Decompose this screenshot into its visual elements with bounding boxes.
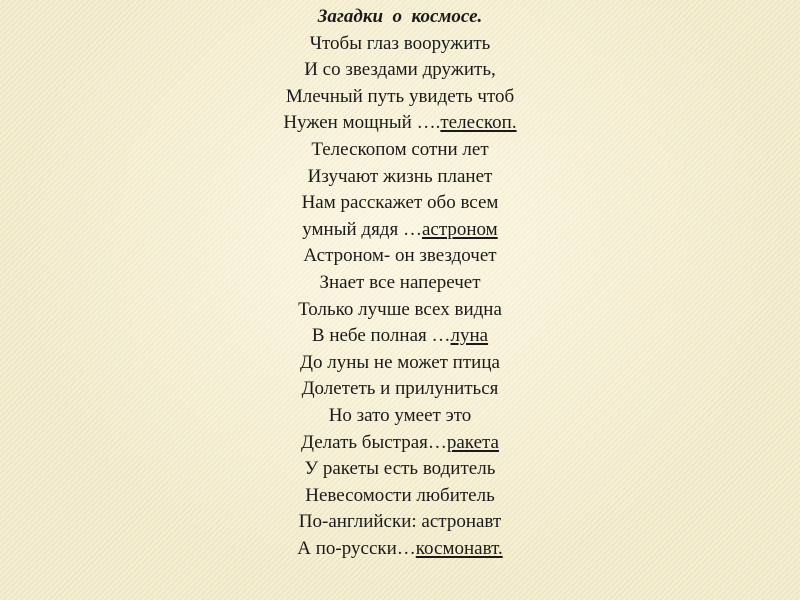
poem-line bbox=[0, 350, 800, 377]
poem-line bbox=[0, 323, 800, 350]
poem-line bbox=[0, 243, 800, 270]
riddle-answer: ракета bbox=[446, 431, 499, 453]
line-text: Изучают жизнь планет bbox=[307, 165, 493, 187]
poem-line bbox=[0, 376, 800, 403]
line-text: Делать быстрая… bbox=[301, 431, 447, 453]
poem-line bbox=[0, 483, 800, 510]
line-text: Но зато умеет это bbox=[328, 404, 472, 426]
poem-line bbox=[0, 31, 800, 58]
poem-line bbox=[0, 456, 800, 483]
poem-line bbox=[0, 536, 800, 563]
poem-line bbox=[0, 57, 800, 84]
line-text: Астроном- он звездочет bbox=[303, 245, 497, 267]
poem-line bbox=[0, 190, 800, 217]
line-text: В небе полная … bbox=[311, 325, 451, 347]
line-text: Нам расскажет обо всем bbox=[301, 192, 499, 214]
riddle-poem bbox=[0, 4, 800, 562]
line-text: умный дядя … bbox=[302, 218, 422, 240]
slide-title: Загадки о космосе. bbox=[317, 6, 483, 27]
line-text: По-английски: астронавт bbox=[298, 511, 502, 533]
riddle-answer: астроном bbox=[421, 218, 498, 240]
poem-line bbox=[0, 430, 800, 457]
line-text: Чтобы глаз вооружить bbox=[309, 32, 491, 54]
poem-line bbox=[0, 110, 800, 137]
riddle-answer: луна bbox=[450, 325, 489, 347]
poem-line bbox=[0, 509, 800, 536]
line-text: Только лучше всех видна bbox=[298, 298, 502, 320]
line-text: Нужен мощный …. bbox=[283, 112, 441, 134]
riddle-answer: телескоп. bbox=[440, 112, 517, 134]
poem-line bbox=[0, 217, 800, 244]
riddle-answer: космонавт. bbox=[415, 537, 503, 559]
line-text: Млечный путь увидеть чтоб bbox=[285, 85, 515, 107]
line-text: До луны не может птица bbox=[300, 351, 500, 373]
line-text: А по-русски… bbox=[297, 537, 416, 559]
line-text: Невесомости любитель bbox=[305, 484, 495, 506]
line-text: Телескопом сотни лет bbox=[311, 138, 489, 160]
line-text: Долететь и прилуниться bbox=[301, 378, 499, 400]
poem-line bbox=[0, 164, 800, 191]
poem-line bbox=[0, 270, 800, 297]
line-text: У ракеты есть водитель bbox=[304, 458, 496, 480]
line-text: И со звездами дружить, bbox=[304, 59, 496, 81]
line-text: Знает все наперечет bbox=[319, 271, 481, 293]
poem-line bbox=[0, 137, 800, 164]
poem-line bbox=[0, 403, 800, 430]
poem-line bbox=[0, 297, 800, 324]
poem-line bbox=[0, 84, 800, 111]
